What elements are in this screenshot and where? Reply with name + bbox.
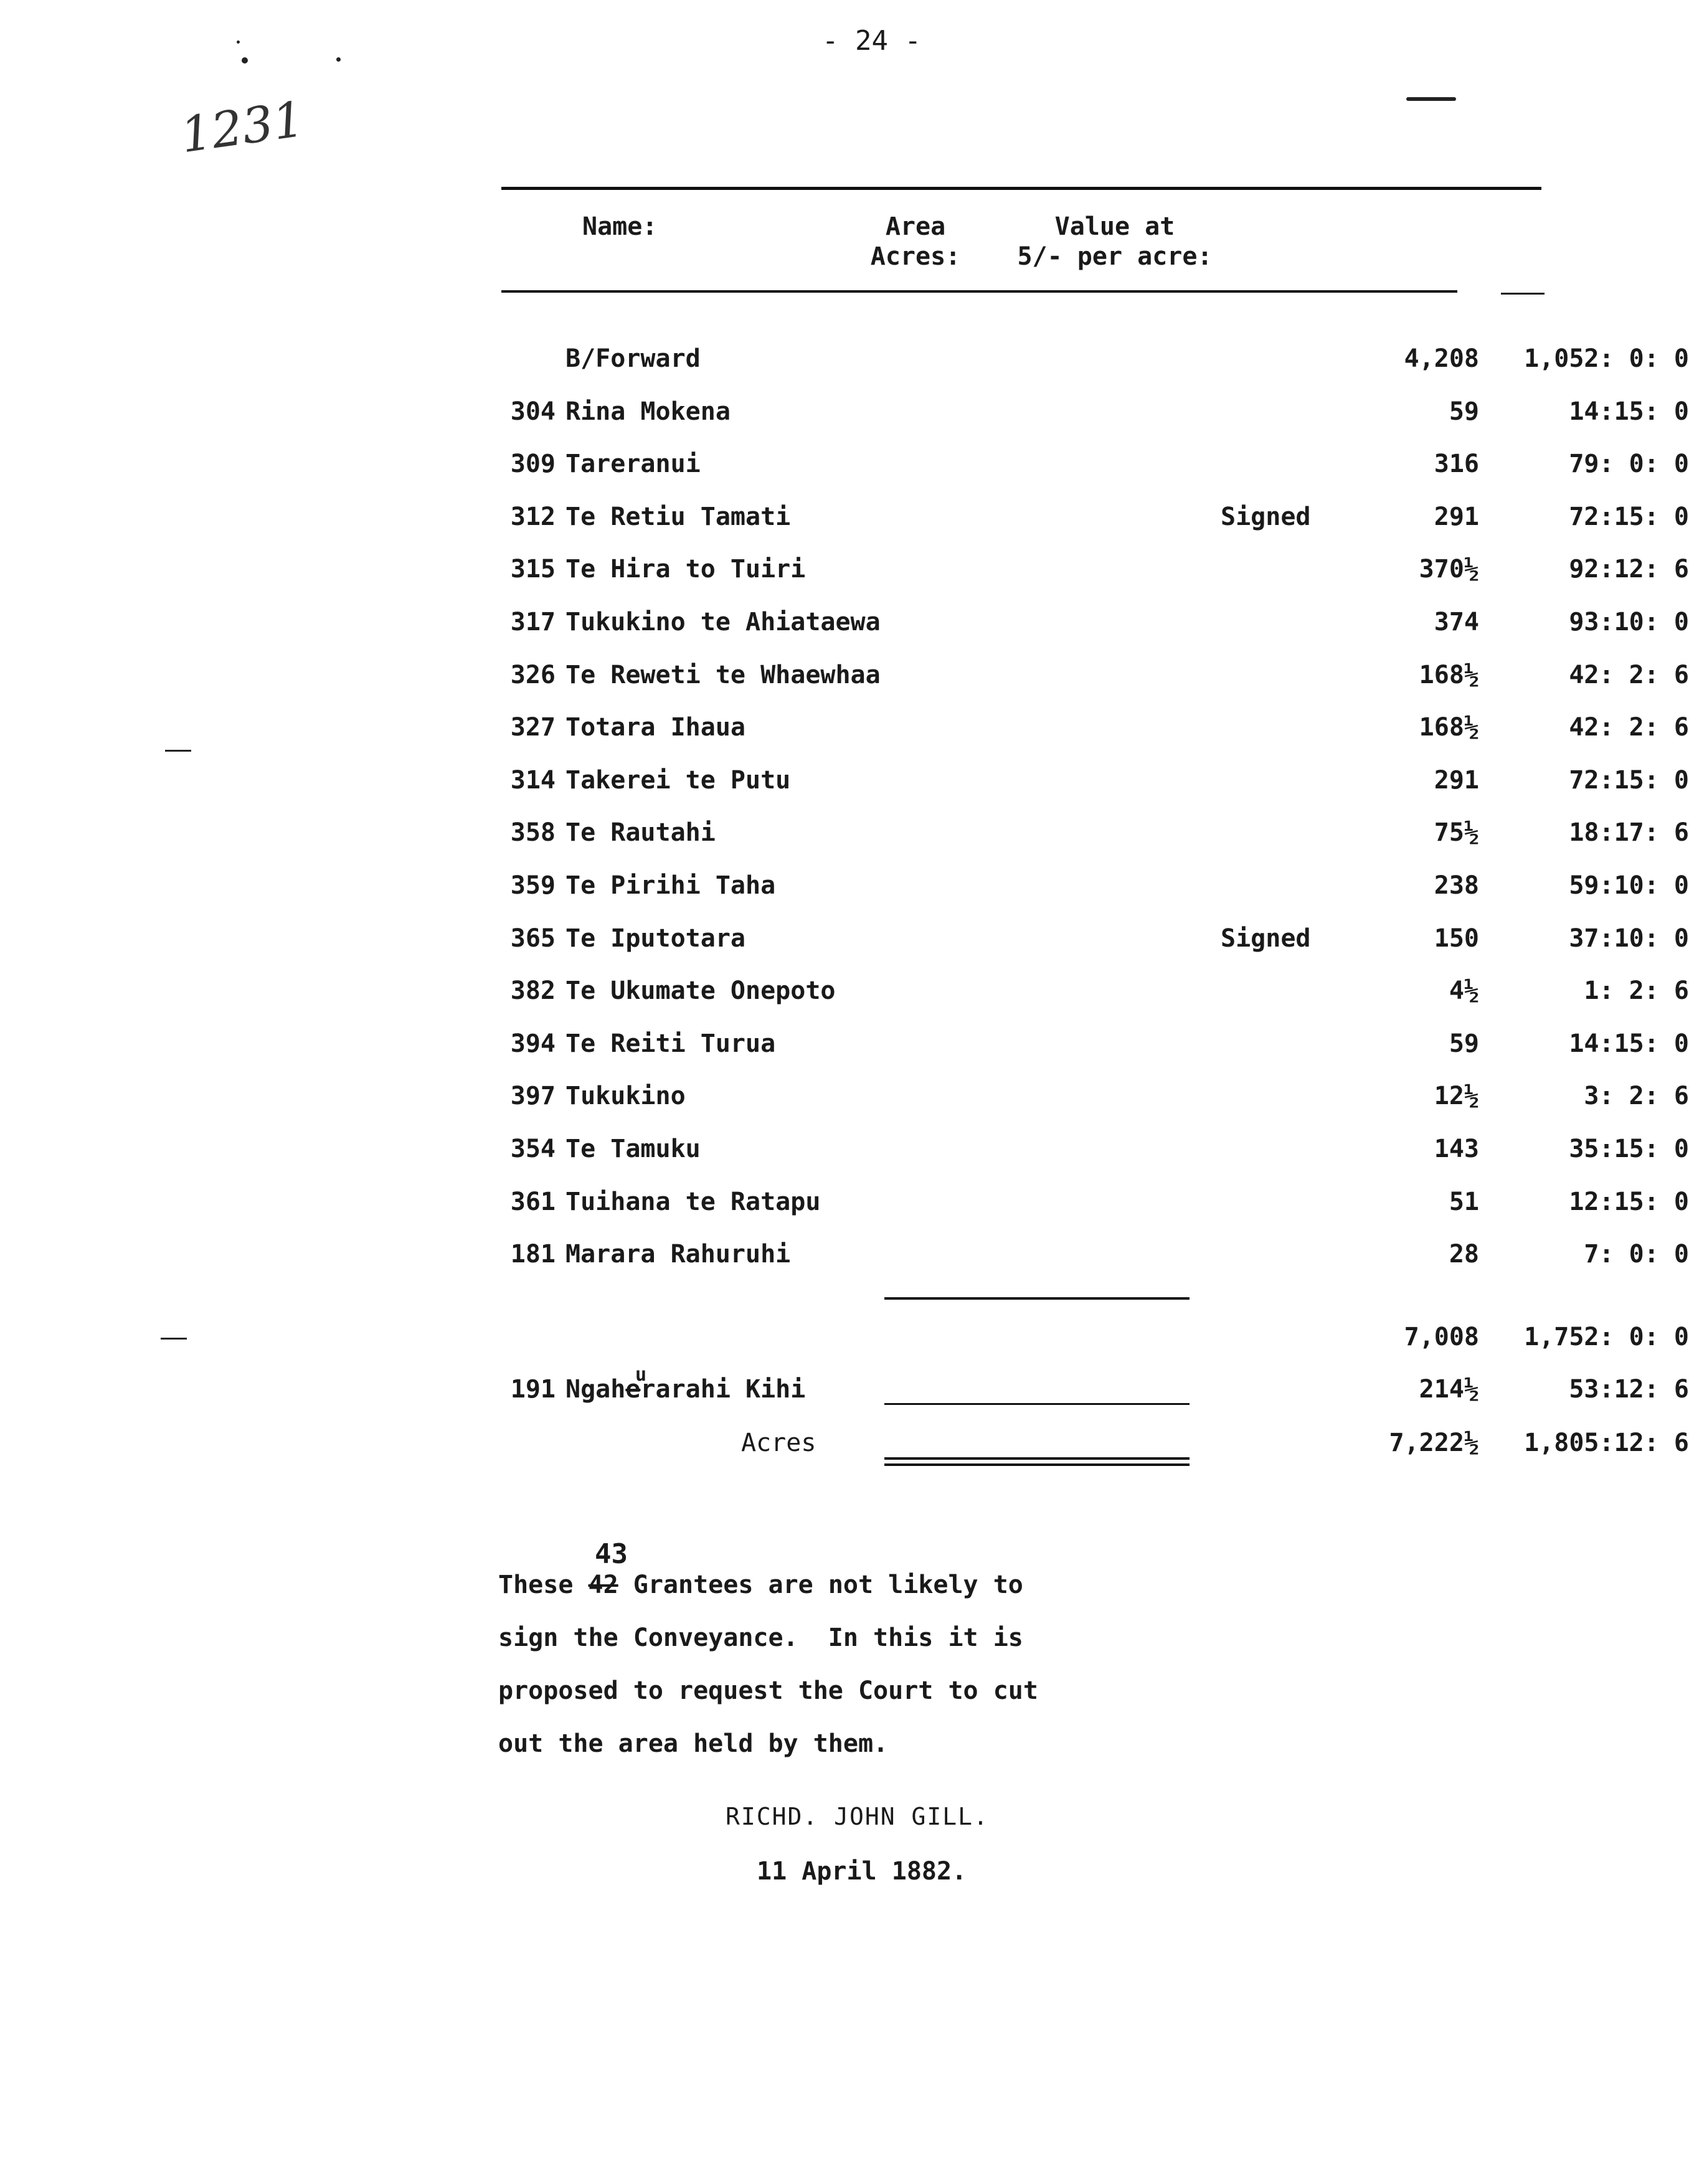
row-number: 382 [510,976,556,1005]
value-header-line1: Value at [1054,212,1175,241]
table-row [498,1135,1689,1187]
row-name: Te Ukumate Onepoto [565,976,836,1005]
row-value: 37:10: 0 [1569,924,1689,953]
row-name: Totara Ihaua [565,713,745,742]
paragraph-line: sign the Conveyance. In this it is [498,1624,1023,1652]
row-value: 18:17: 6 [1569,818,1689,847]
subtotal-rule [884,1297,1190,1300]
table-row [498,608,1689,660]
table-row [498,924,1689,976]
row-value: 7: 0: 0 [1584,1240,1689,1269]
insert-mark: u [635,1364,647,1386]
row-number: 354 [510,1135,556,1163]
row-name: Te Retiu Tamati [565,503,791,531]
row-value: 42: 2: 6 [1569,661,1689,689]
row-value: 92:12: 6 [1569,555,1689,584]
header-rule-bottom [501,290,1457,293]
row-number: 327 [510,713,556,742]
row-value: 1: 2: 6 [1584,976,1689,1005]
row-area: 370½ [1419,555,1479,584]
table-row [498,713,1689,765]
row-number: 358 [510,818,556,847]
row-value: 14:15: 0 [1569,397,1689,426]
row-name: Tareranui [565,450,701,478]
paragraph-line: proposed to request the Court to cut [498,1676,1038,1705]
row-value: 14:15: 0 [1569,1029,1689,1058]
row-name: Te Rautahi [565,818,716,847]
table-row [498,503,1689,555]
value-header-line2: 5/- per acre: [1017,242,1213,271]
table-row [498,661,1689,713]
row-name: Tuihana te Ratapu [565,1188,821,1216]
row-area: 168½ [1419,661,1479,689]
row-area: 28 [1449,1240,1479,1269]
table-row [498,766,1689,818]
signature: RICHD. JOHN GILL. [726,1803,989,1830]
closing-paragraph [498,1559,1038,1770]
row-value: 72:15: 0 [1569,766,1689,795]
row-area: 143 [1434,1135,1479,1163]
dash-mark [1406,97,1456,101]
extra-row-underline [884,1403,1190,1405]
row-area: 291 [1434,766,1479,795]
table-row [498,976,1689,1029]
total-double-rule-2 [884,1463,1190,1466]
row-name: Te Reiti Turua [565,1029,776,1058]
row-area: 51 [1449,1188,1479,1216]
subtotal-row [498,1323,1689,1375]
row-value: 72:15: 0 [1569,503,1689,531]
row-number: 181 [510,1240,556,1269]
row-number: 365 [510,924,556,953]
row-number: 309 [510,450,556,478]
row-value: 35:15: 0 [1569,1135,1689,1163]
line1-end: Grantees are not likely to [618,1571,1023,1599]
ink-speck [336,57,341,62]
row-number: 304 [510,397,556,426]
row-number: 394 [510,1029,556,1058]
area-header-line2: Acres: [870,242,961,271]
date: 11 April 1882. [757,1857,967,1886]
table-row [498,1029,1689,1082]
row-area: 75½ [1434,818,1479,847]
row-name: Te Tamuku [565,1135,701,1163]
row-name: Rina Mokena [565,397,731,426]
line1-struck: 42 [588,1571,618,1599]
dash-mark [161,1338,187,1340]
row-area: 316 [1434,450,1479,478]
extra-row [498,1375,1689,1427]
table-row [498,344,1689,397]
row-name: B/Forward [565,344,701,373]
row-name: Tukukino [565,1082,686,1110]
row-area: 59 [1449,1029,1479,1058]
total-area: 7,222½ [1389,1429,1479,1457]
ink-speck [242,57,248,64]
total-label: Acres [741,1429,816,1457]
row-number: 326 [510,661,556,689]
row-area: 4,208 [1404,344,1479,373]
table-row [498,871,1689,924]
row-name: Marara Rahuruhi [565,1240,791,1269]
extra-row-number: 191 [510,1375,556,1404]
name-prefix: Ngah [565,1375,626,1404]
row-number: 315 [510,555,556,584]
handwritten-number: 1231 [177,91,308,164]
table-row [498,1188,1689,1240]
area-header-line1: Area [885,212,946,241]
column-header-name: Name: [582,212,658,241]
row-area: 291 [1434,503,1479,531]
row-name: Te Hira to Tuiri [565,555,806,584]
row-number: 317 [510,608,556,636]
header-rule-top [501,187,1541,190]
page-number: - 24 - [822,25,921,57]
row-note: Signed [1221,503,1311,531]
header-rule-bottom-tail [1501,293,1545,295]
paragraph-line: out the area held by them. [498,1729,889,1758]
row-name: Tukukino te Ahiataewa [565,608,881,636]
subtotal-value: 1,752: 0: 0 [1524,1323,1689,1351]
row-value: 79: 0: 0 [1569,450,1689,478]
row-value: 3: 2: 6 [1584,1082,1689,1110]
row-name: Te Pirihi Taha [565,871,776,900]
table-row [498,1082,1689,1134]
row-area: 12½ [1434,1082,1479,1110]
row-number: 397 [510,1082,556,1110]
ink-speck [237,40,240,44]
row-name: Takerei te Putu [565,766,791,795]
table-row [498,1240,1689,1292]
table-row [498,450,1689,502]
total-double-rule-1 [884,1457,1190,1460]
row-area: 374 [1434,608,1479,636]
row-area: 4½ [1449,976,1479,1005]
total-value: 1,805:12: 6 [1524,1429,1689,1457]
row-value: 1,052: 0: 0 [1524,344,1689,373]
row-area: 59 [1449,397,1479,426]
name-suffix: rarahi Kihi [640,1375,806,1404]
column-header-value [1009,212,1221,272]
total-row [498,1429,1689,1481]
table-row [498,555,1689,607]
row-number: 312 [510,503,556,531]
row-name: Te Iputotara [565,924,745,953]
line1-start: These [498,1571,589,1599]
column-header-area [869,212,962,272]
row-name: Te Reweti te Whaewhaa [565,661,881,689]
extra-row-area: 214½ [1419,1375,1479,1404]
row-area: 150 [1434,924,1479,953]
table-row [498,818,1689,871]
row-value: 42: 2: 6 [1569,713,1689,742]
dash-mark [165,750,191,752]
row-number: 361 [510,1188,556,1216]
row-value: 12:15: 0 [1569,1188,1689,1216]
paragraph-line [498,1559,1038,1612]
row-value: 93:10: 0 [1569,608,1689,636]
extra-row-value: 53:12: 6 [1569,1375,1689,1404]
row-area: 238 [1434,871,1479,900]
row-number: 359 [510,871,556,900]
subtotal-area: 7,008 [1404,1323,1479,1351]
row-value: 59:10: 0 [1569,871,1689,900]
row-note: Signed [1221,924,1311,953]
name-struck: e [625,1375,641,1404]
correction-number: 43 [595,1538,628,1570]
row-number: 314 [510,766,556,795]
extra-row-name [565,1375,805,1404]
row-area: 168½ [1419,713,1479,742]
table-row [498,397,1689,450]
